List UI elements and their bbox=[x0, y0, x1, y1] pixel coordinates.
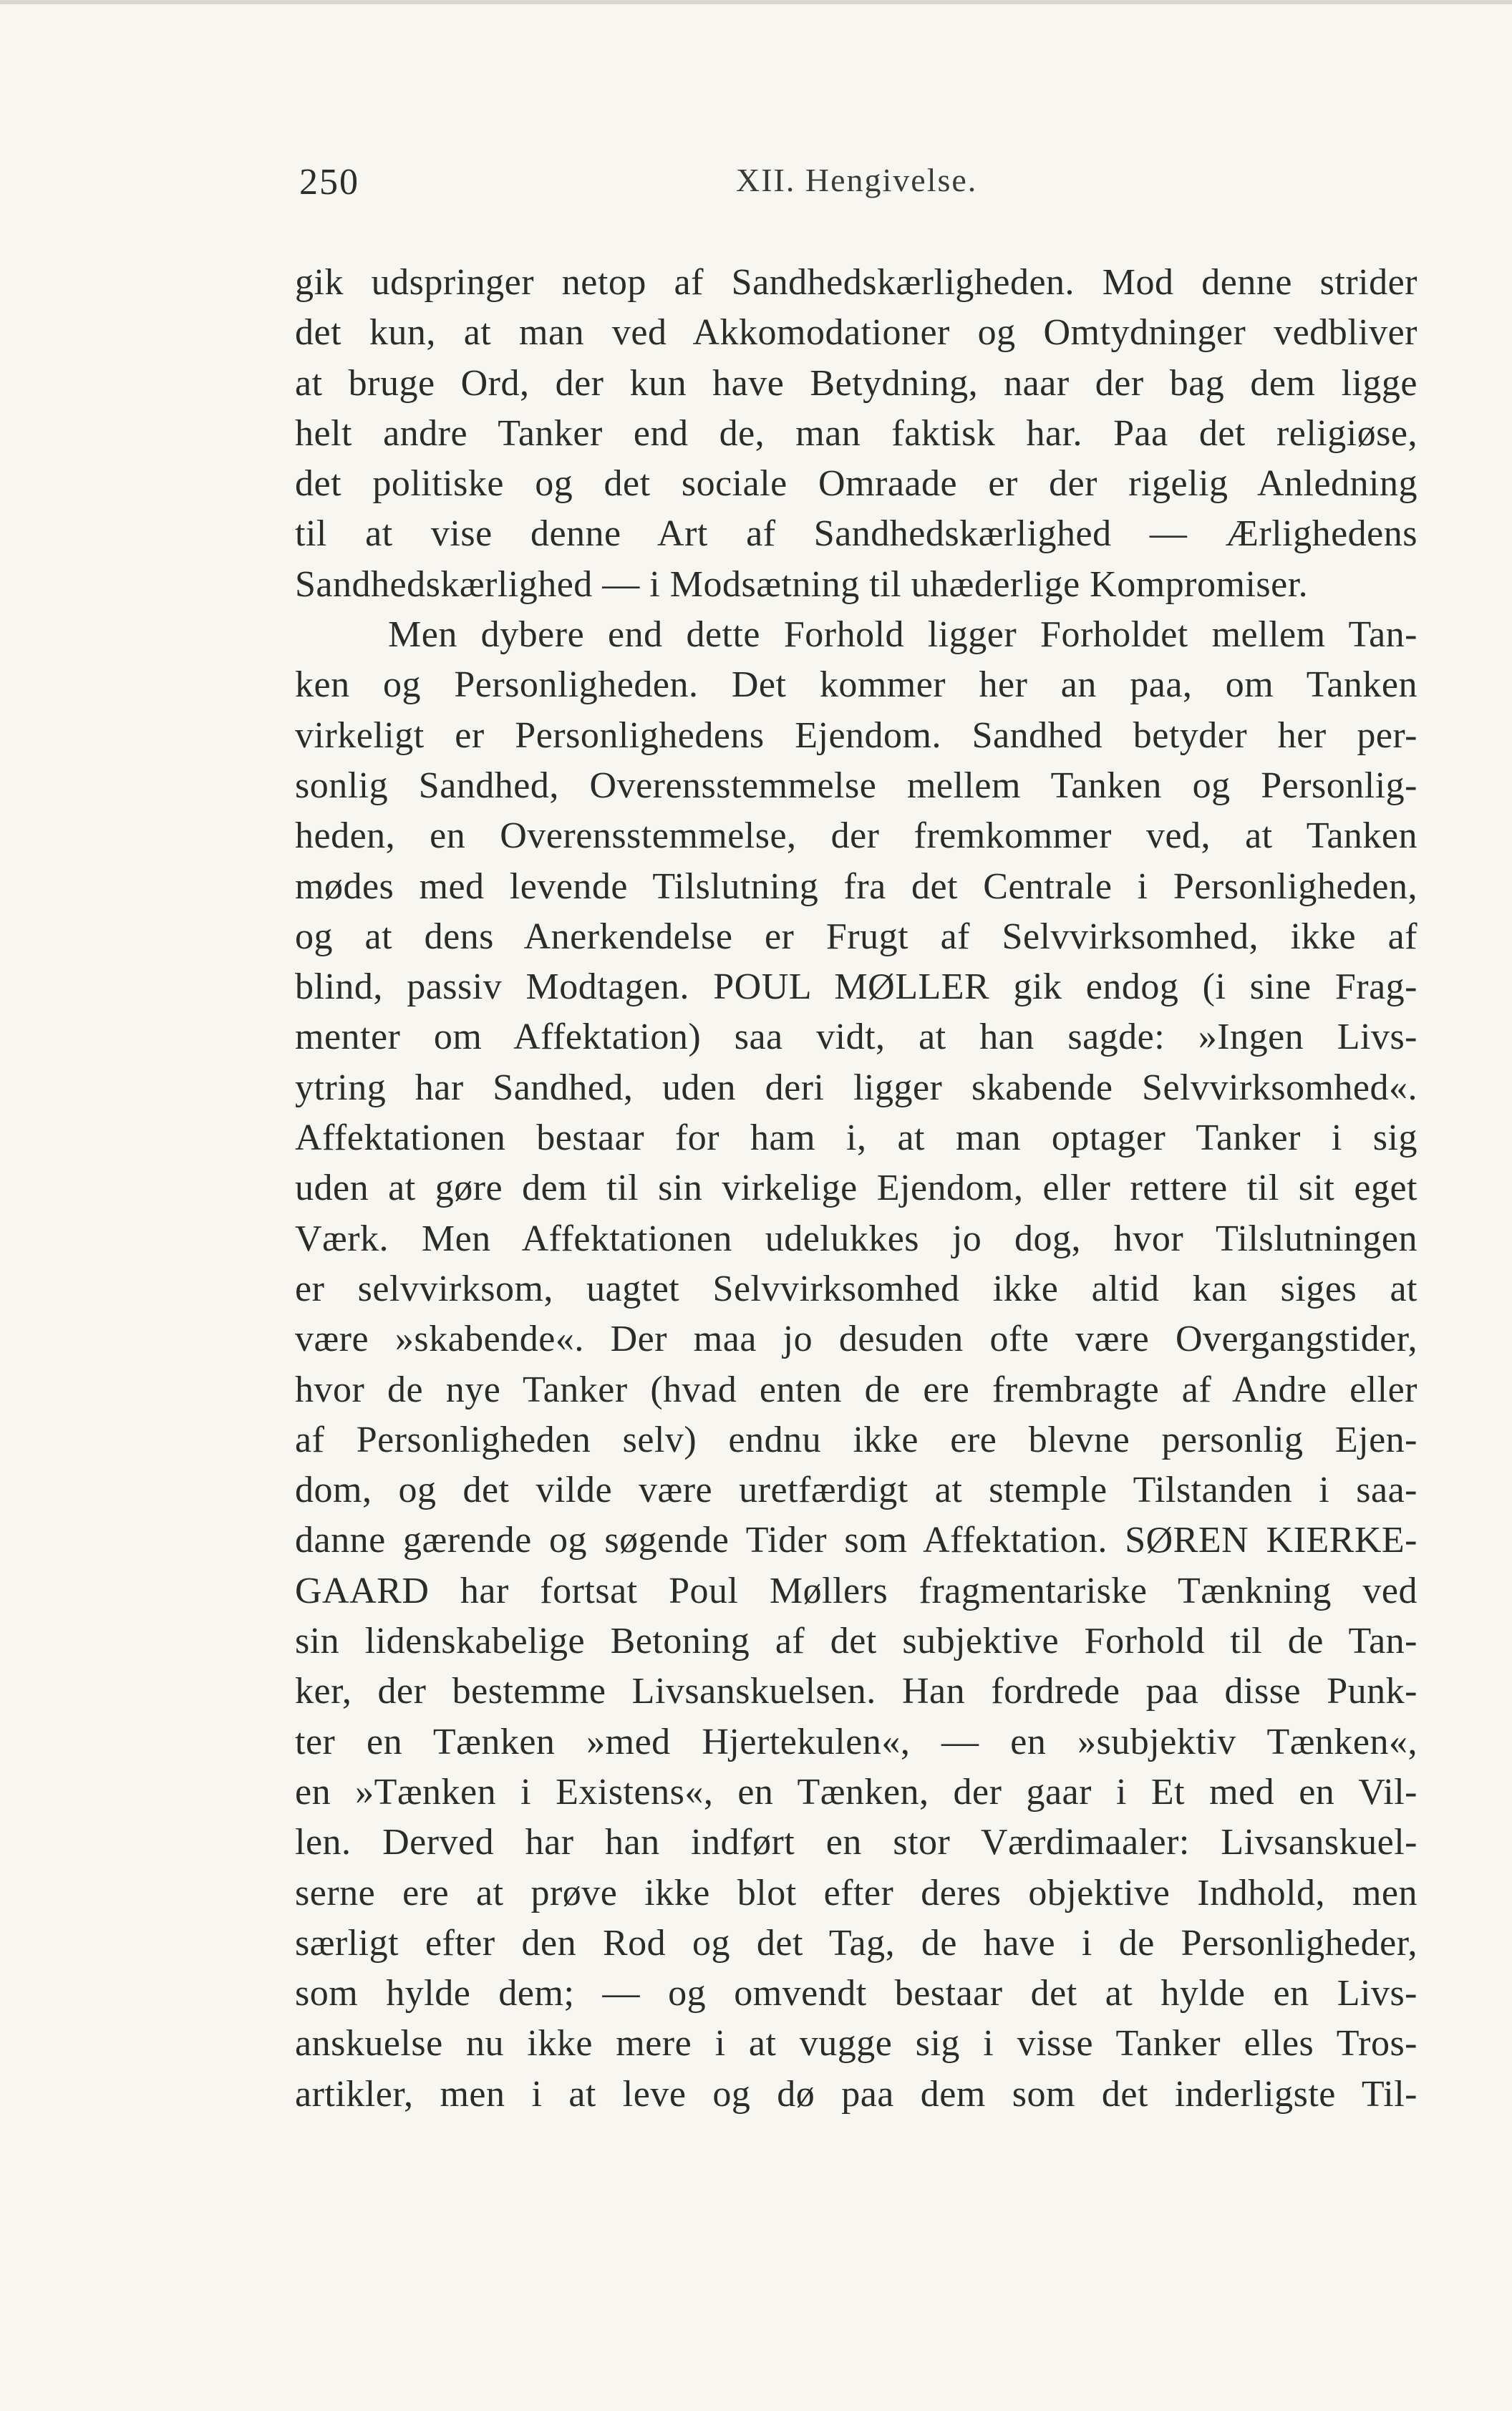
text-line: sonlig Sandhed, Overensstemmelse mellem Tanken og Personlig- bbox=[295, 765, 1418, 806]
text-line: Men dybere end dette Forhold ligger Forholdet mellem Tan- bbox=[388, 614, 1418, 656]
text-line: menter om Affektation) saa vidt, at han sagde: »Ingen Livs- bbox=[295, 1017, 1418, 1058]
text-line: artikler, men i at leve og dø paa dem som det inderligste Til- bbox=[295, 2073, 1418, 2115]
text-line: hvor de nye Tanker (hvad enten de ere frembragte af Andre eller bbox=[295, 1369, 1418, 1410]
text-line: Sandhedskærlighed — i Modsætning til uhæderlige Kompromiser. bbox=[295, 563, 1309, 605]
text-line: blind, passiv Modtagen. POUL MØLLER gik endog (i sine Frag- bbox=[295, 966, 1418, 1008]
text-line: ter en Tænken »med Hjertekulen«, — en »subjektiv Tænken«, bbox=[295, 1721, 1418, 1762]
text-line: og at dens Anerkendelse er Frugt af Selvvirksomhed, ikke af bbox=[295, 916, 1418, 957]
text-line: det politiske og det sociale Omraade er der rigelig Anledning bbox=[295, 463, 1418, 505]
text-line: virkeligt er Personlighedens Ejendom. Sandhed betyder her per- bbox=[295, 714, 1418, 756]
body-text bbox=[295, 258, 1418, 2120]
text-line: særligt efter den Rod og det Tag, de have i de Personligheder, bbox=[295, 1922, 1418, 1964]
text-line: en »Tænken i Existens«, en Tænken, der gaar i Et med en Vil- bbox=[295, 1771, 1418, 1813]
page-header bbox=[0, 161, 1512, 218]
text-line: anskuelse nu ikke mere i at vugge sig i visse Tanker elles Tros- bbox=[295, 2023, 1418, 2065]
text-line: heden, en Overensstemmelse, der fremkommer ved, at Tanken bbox=[295, 815, 1418, 857]
text-line: er selvvirksom, uagtet Selvvirksomhed ikke altid kan siges at bbox=[295, 1268, 1418, 1309]
text-line: uden at gøre dem til sin virkelige Ejendom, eller rettere til sit eget bbox=[295, 1168, 1418, 1209]
top-edge bbox=[0, 0, 1512, 4]
text-line: at bruge Ord, der kun have Betydning, naar der bag dem ligge bbox=[295, 362, 1418, 404]
text-line: danne gærende og søgende Tider som Affektation. SØREN KIERKE- bbox=[295, 1520, 1418, 1561]
text-line: som hylde dem; — og omvendt bestaar det at hylde en Livs- bbox=[295, 1973, 1418, 2014]
text-line: GAARD har fortsat Poul Møllers fragmentariske Tænkning ved bbox=[295, 1570, 1418, 1611]
page-number: 250 bbox=[299, 162, 359, 203]
text-line: af Personligheden selv) endnu ikke ere blevne personlig Ejen- bbox=[295, 1419, 1418, 1460]
text-line: Værk. Men Affektationen udelukkes jo dog, hvor Tilslutningen bbox=[295, 1218, 1418, 1259]
text-line: mødes med levende Tilslutning fra det Centrale i Personligheden, bbox=[295, 865, 1418, 907]
text-line: ytring har Sandhed, uden deri ligger skabende Selvvirksomhed«. bbox=[295, 1067, 1418, 1108]
text-line: ker, der bestemme Livsanskuelsen. Han fordrede paa disse Punk- bbox=[295, 1671, 1418, 1712]
running-head: XII. Hengivelse. bbox=[736, 162, 978, 198]
text-line: serne ere at prøve ikke blot efter deres objektive Indhold, men bbox=[295, 1872, 1418, 1913]
text-line: ken og Personligheden. Det kommer her an paa, om Tanken bbox=[295, 664, 1418, 706]
text-line: helt andre Tanker end de, man faktisk har. Paa det religiøse, bbox=[295, 412, 1418, 454]
text-line: til at vise denne Art af Sandhedskærlighed — Ærlighedens bbox=[295, 513, 1418, 555]
text-line: sin lidenskabelige Betoning af det subjektive Forhold til de Tan- bbox=[295, 1621, 1418, 1662]
text-line: gik udspringer netop af Sandhedskærligheden. Mod denne strider bbox=[295, 262, 1418, 303]
text-line: det kun, at man ved Akkomodationer og Omtydninger vedbliver bbox=[295, 312, 1418, 354]
text-line: være »skabende«. Der maa jo desuden ofte være Overgangstider, bbox=[295, 1319, 1418, 1360]
text-line: len. Derved har han indført en stor Værdimaaler: Livsanskuel- bbox=[295, 1822, 1418, 1863]
text-line: dom, og det vilde være uretfærdigt at stemple Tilstanden i saa- bbox=[295, 1470, 1418, 1511]
text-line: Affektationen bestaar for ham i, at man optager Tanker i sig bbox=[295, 1117, 1418, 1159]
